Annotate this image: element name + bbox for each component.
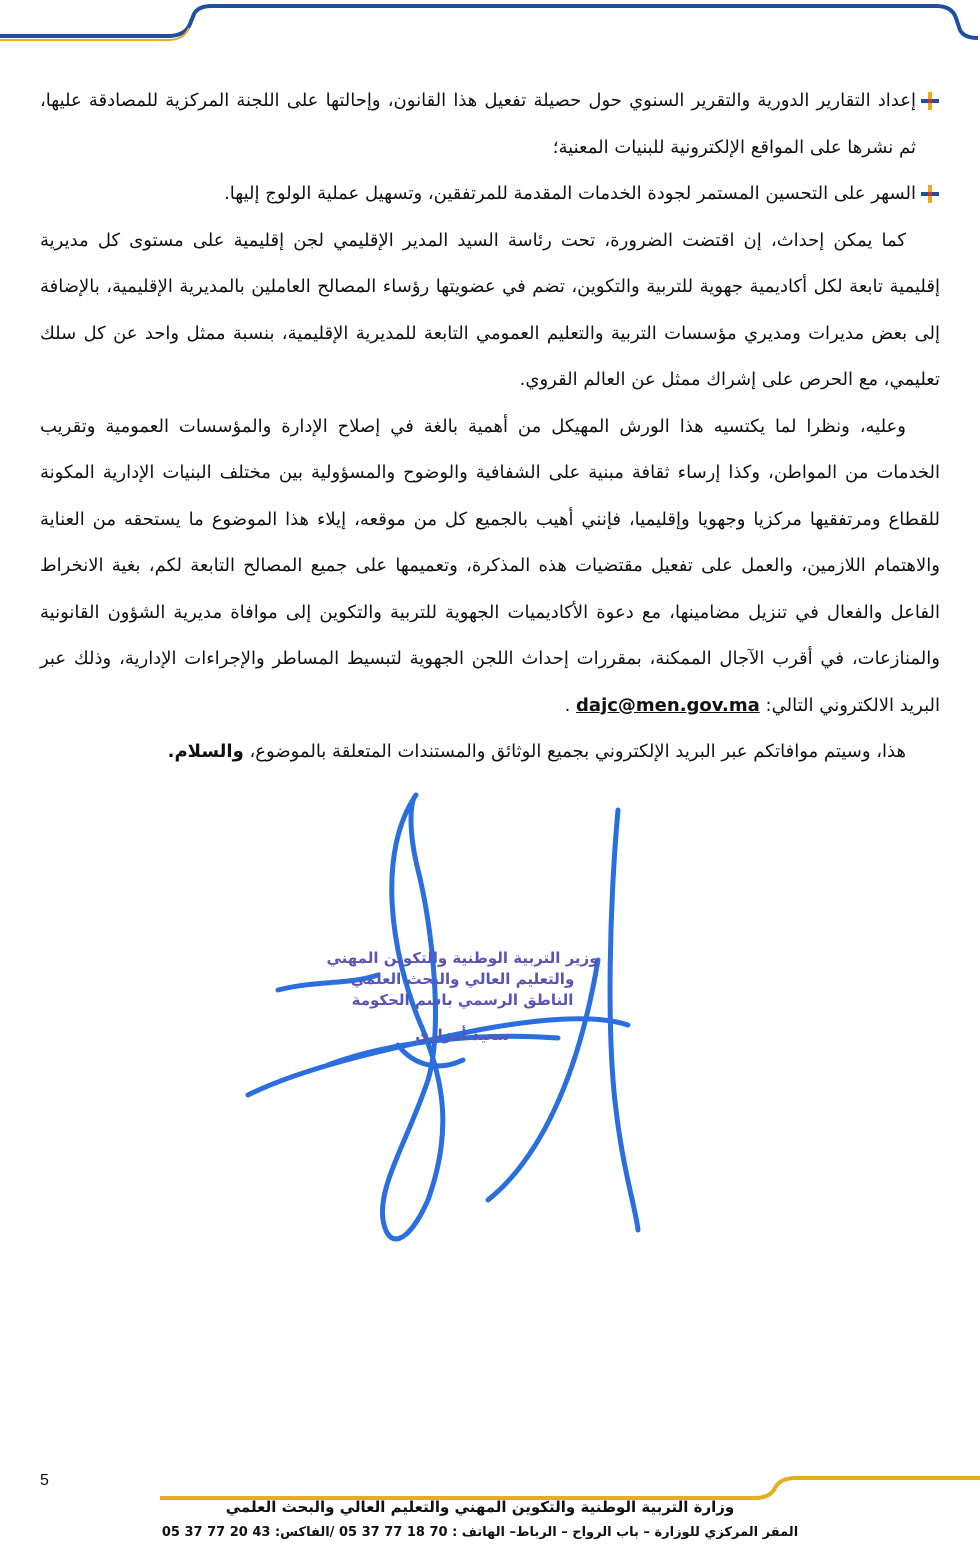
email-link[interactable]: dajc@men.gov.ma (576, 694, 760, 716)
stamp-line: والتعليم العالي والبحث العلمي (350, 970, 575, 988)
page-number: 5 (40, 1472, 49, 1489)
stamp-line: وزير التربية الوطنية والتكوين المهني (326, 949, 599, 967)
closing-paragraph (40, 729, 940, 776)
paragraph-text: وعليه، ونظرا لما يكتسيه هذا الورش المهيكل من أهمية بالغة في إصلاح الإدارة والمؤسسات العمومية وتقريب الخدمات من المواطن، وكذا إرساء ثقافة مبنية على الشفافية والوضوح والمسؤولية بين مختلف البنيات الإدارية المكونة للقطاع ومرتفقيها مركزيا وجهويا وإقليميا، فإنني أهيب بالجميع كل من موقعه، إيلاء هذا الموضوع ما يستحقه من العناية والاهتمام اللازمين، والعمل على تفعيل مقتضيات هذه المذكرة، وتعميمها على جميع المصالح التابعة لكم، بغية الانخراط الفاعل والفعال في تنزيل مضامينها، مع دعوة الأكاديميات الجهوية للتربية والتكوين إلى موافاة مديرية الشؤون القانونية والمنازعات، في أقرب الآجال الممكنة، بمقررات إحداث اللجن الجهوية لتبسيط المساطر والإجراءات الإدارية، وذلك عبر البريد الالكتروني التالي: (40, 415, 940, 716)
footer-address: المقر المركزي للوزارة – باب الرواح – الرباط– الهاتف : 70 18 77 37 05 /الفاكس: 43 20 77 37 05 (161, 1525, 799, 1540)
header-rule (0, 0, 980, 60)
closing-text: هذا، وسيتم موافاتكم عبر البريد الإلكتروني بجميع الوثائق والمستندات المتعلقة بالموضوع، (249, 741, 906, 762)
stamp-line: الناطق الرسمي باسم الحكومة (351, 991, 574, 1009)
footer (120, 1494, 840, 1546)
bullet-item (40, 171, 940, 218)
paragraph: كما يمكن إحداث، إن اقتضت الضرورة، تحت رئاسة السيد المدير الإقليمي لجن إقليمية على مستوى كل مديرية إقليمية تابعة لكل أكاديمية جهوية للتربية والتكوين، تضم في عضويتها رؤساء المصالح العاملين بالمديرية الإقليمية، بالإضافة إلى بعض مديرات ومديري مؤسسات التربية والتعليم العمومي التابعة للمديرية الإقليمية، بنسبة ممثل واحد عن كل سلك تعليمي، مع الحرص على إشراك ممثل عن العالم القروي. (40, 229, 940, 390)
bullet-icon (920, 184, 940, 204)
bullet-text: إعداد التقارير الدورية والتقرير السنوي حول حصيلة تفعيل هذا القانون، وإحالتها على اللجنة المركزية للمصادقة عليها، ثم نشرها على المواقع الإلكترونية للبنيات المعنية؛ (40, 90, 916, 158)
bullet-item (40, 78, 940, 171)
bullet-text: السهر على التحسين المستمر لجودة الخدمات المقدمة للمرتفقين، وتسهيل عملية الولوج إليها. (224, 183, 916, 204)
paragraph (40, 404, 940, 730)
bullet-icon (920, 91, 940, 111)
stamp-name: سعيد أمزازي (415, 1026, 510, 1044)
letter-body (40, 78, 940, 776)
official-stamp (290, 948, 635, 1046)
closing-salutation: والسلام. (167, 741, 244, 762)
email-suffix: . (564, 694, 571, 716)
footer-ministry: وزارة التربية الوطنية والتكوين المهني والتعليم العالي والبحث العلمي (225, 1498, 735, 1516)
